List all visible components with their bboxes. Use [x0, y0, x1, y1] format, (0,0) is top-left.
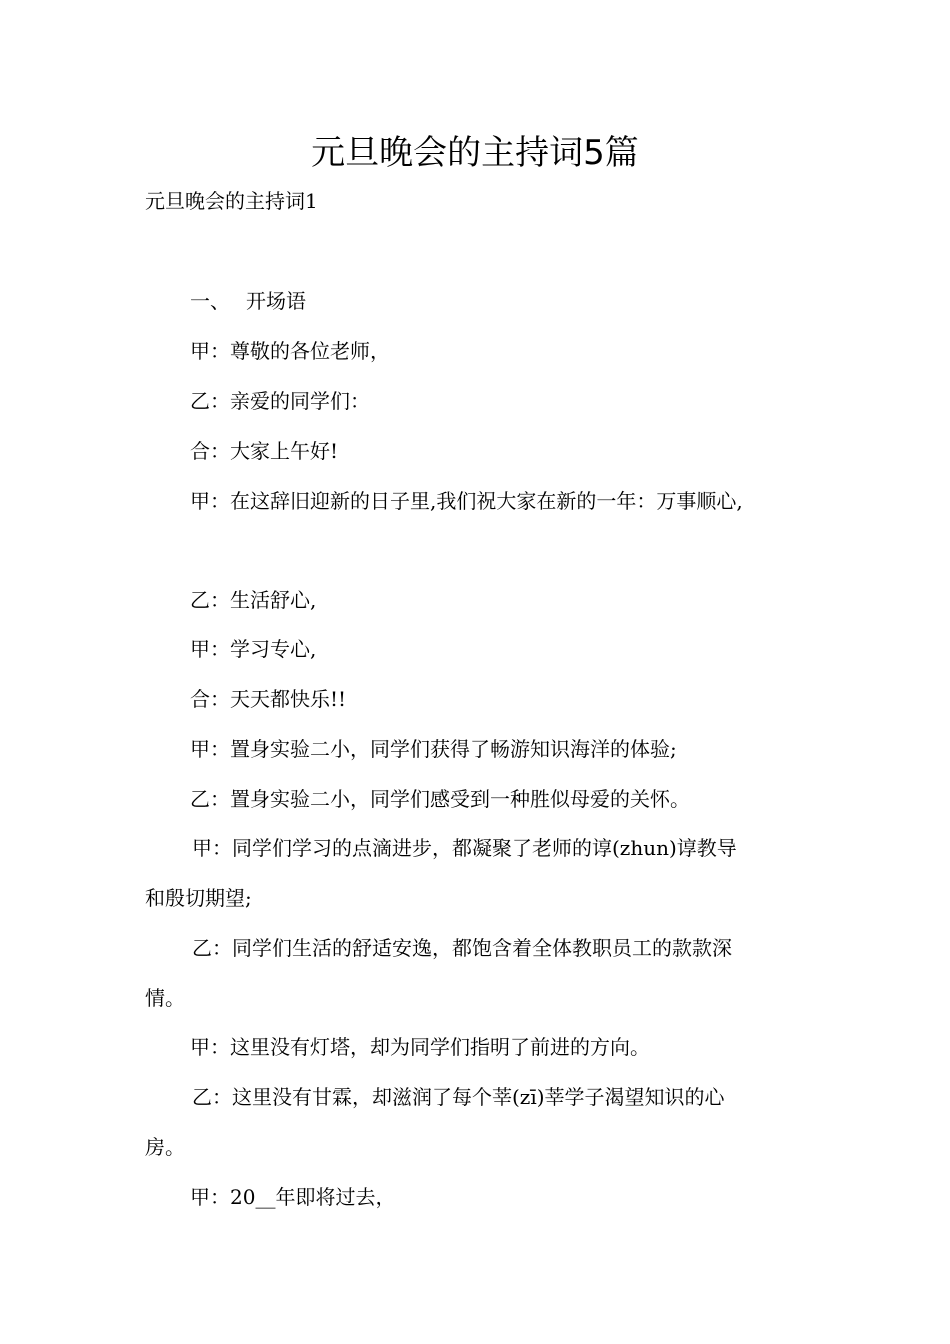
dialogue-line: 合：大家上午好! — [190, 439, 339, 463]
dialogue-line-continued: 情。 — [145, 986, 185, 1010]
dialogue-line: 合：天天都快乐!! — [190, 687, 347, 711]
dialogue-line-continued: 房。 — [145, 1135, 185, 1159]
dialogue-line: 甲：在这辞旧迎新的日子里,我们祝大家在新的一年：万事顺心, — [190, 489, 743, 513]
dialogue-line: 甲：置身实验二小，同学们获得了畅游知识海洋的体验; — [190, 737, 677, 761]
document-title: 元旦晚会的主持词5篇 — [311, 133, 639, 173]
document-subtitle: 元旦晚会的主持词1 — [145, 189, 318, 213]
dialogue-line: 乙：亲爱的同学们： — [190, 389, 370, 413]
dialogue-line: 乙：生活舒心, — [190, 588, 317, 612]
dialogue-line: 甲：同学们学习的点滴进步，都凝聚了老师的谆(zhun)谆教导 — [192, 836, 737, 860]
dialogue-line: 乙：置身实验二小，同学们感受到一种胜似母爱的关怀。 — [190, 787, 690, 811]
dialogue-line: 甲：学习专心, — [190, 637, 317, 661]
dialogue-line: 甲：20__年即将过去， — [190, 1185, 396, 1209]
section-heading — [190, 286, 306, 316]
dialogue-line: 乙：这里没有甘霖，却滋润了每个莘(zī)莘学子渴望知识的心 — [192, 1085, 725, 1109]
dialogue-line: 乙：同学们生活的舒适安逸，都饱含着全体教职员工的款款深 — [192, 936, 732, 960]
dialogue-line-continued: 和殷切期望; — [145, 886, 252, 910]
section-title: 开场语 — [246, 289, 306, 313]
dialogue-line: 甲：尊敬的各位老师， — [190, 339, 390, 363]
dialogue-line: 甲：这里没有灯塔，却为同学们指明了前进的方向。 — [190, 1035, 650, 1059]
section-number: 一、 — [190, 289, 230, 313]
